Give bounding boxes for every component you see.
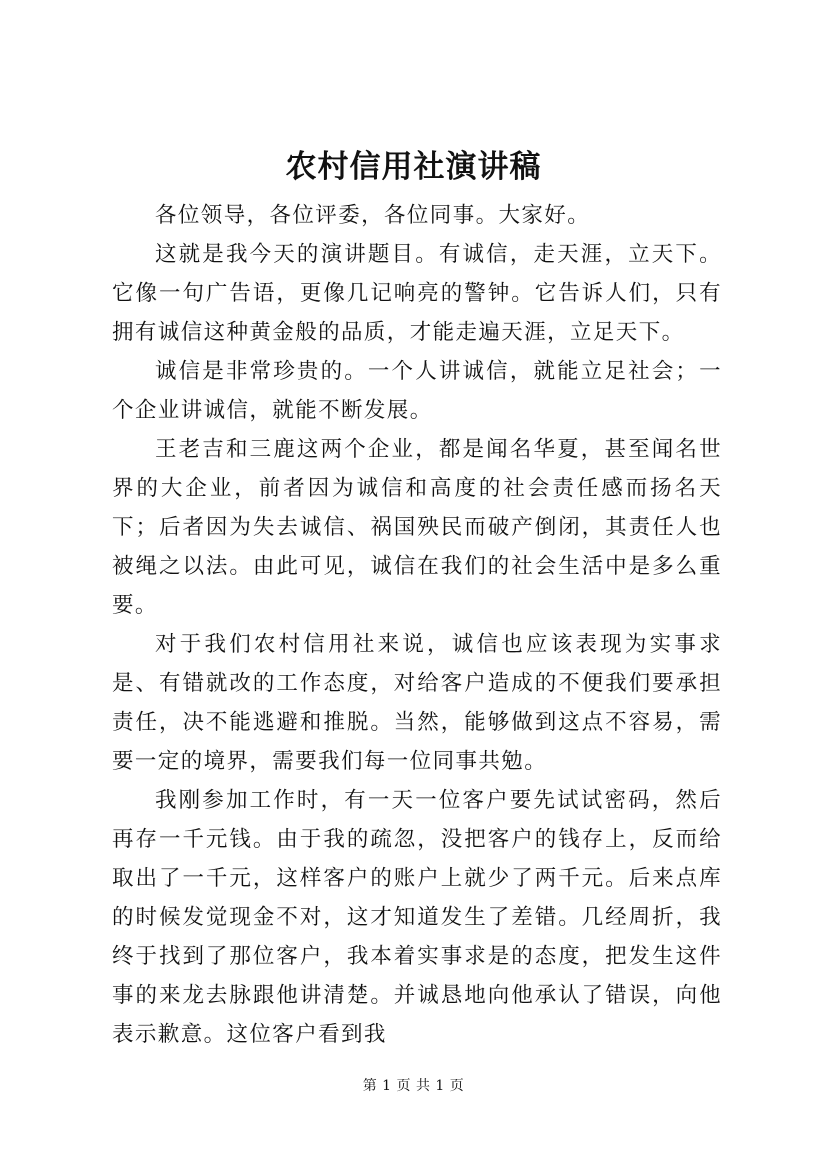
paragraph-credit-union-attitude: 对于我们农村信用社来说，诚信也应该表现为实事求是、有错就改的工作态度，对给客户造成的不便我们要承担责任，决不能逃避和推脱。当然，能够做到这点不容易，需要一定的境界，需要我们每一位同事共勉。: [112, 632, 722, 774]
paragraph-personal-story: 我刚参加工作时，有一天一位客户要先试试密码，然后再存一千元钱。由于我的疏忽，没把客户的钱存上，反而给取出了一千元，这样客户的账户上就少了两千元。后来点库的时候发觉现金不对，这才知道发生了差错。几经周折，我终于找到了那位客户，我本着实事求是的态度，把发生这件事的来龙去脉跟他讲清楚。并诚恳地向他承认了错误，向他表示歉意。这位客户看到我: [112, 788, 722, 1047]
document-title: 农村信用社演讲稿: [285, 149, 542, 185]
document-body: [112, 196, 722, 1054]
paragraph-company-examples: 王老吉和三鹿这两个企业，都是闻名华夏，甚至闻名世界的大企业，前者因为诚信和高度的社会责任感而扬名天下；后者因为失去诚信、祸国殃民而破产倒闭，其责任人也被绳之以法。由此可见，诚信在我们的社会生活中是多么重要。: [112, 437, 722, 618]
paragraph-greeting: 各位领导，各位评委，各位同事。大家好。: [155, 203, 591, 228]
paragraph-topic: 这就是我今天的演讲题目。有诚信，走天涯，立天下。它像一句广告语，更像几记响亮的警钟。它告诉人们，只有拥有诚信这种黄金般的品质，才能走遍天涯，立足天下。: [112, 242, 722, 345]
paragraph-value-of-integrity: 诚信是非常珍贵的。一个人讲诚信，就能立足社会；一个企业讲诚信，就能不断发展。: [112, 359, 722, 423]
page-footer: 第 1 页 共 1 页: [362, 1078, 465, 1094]
